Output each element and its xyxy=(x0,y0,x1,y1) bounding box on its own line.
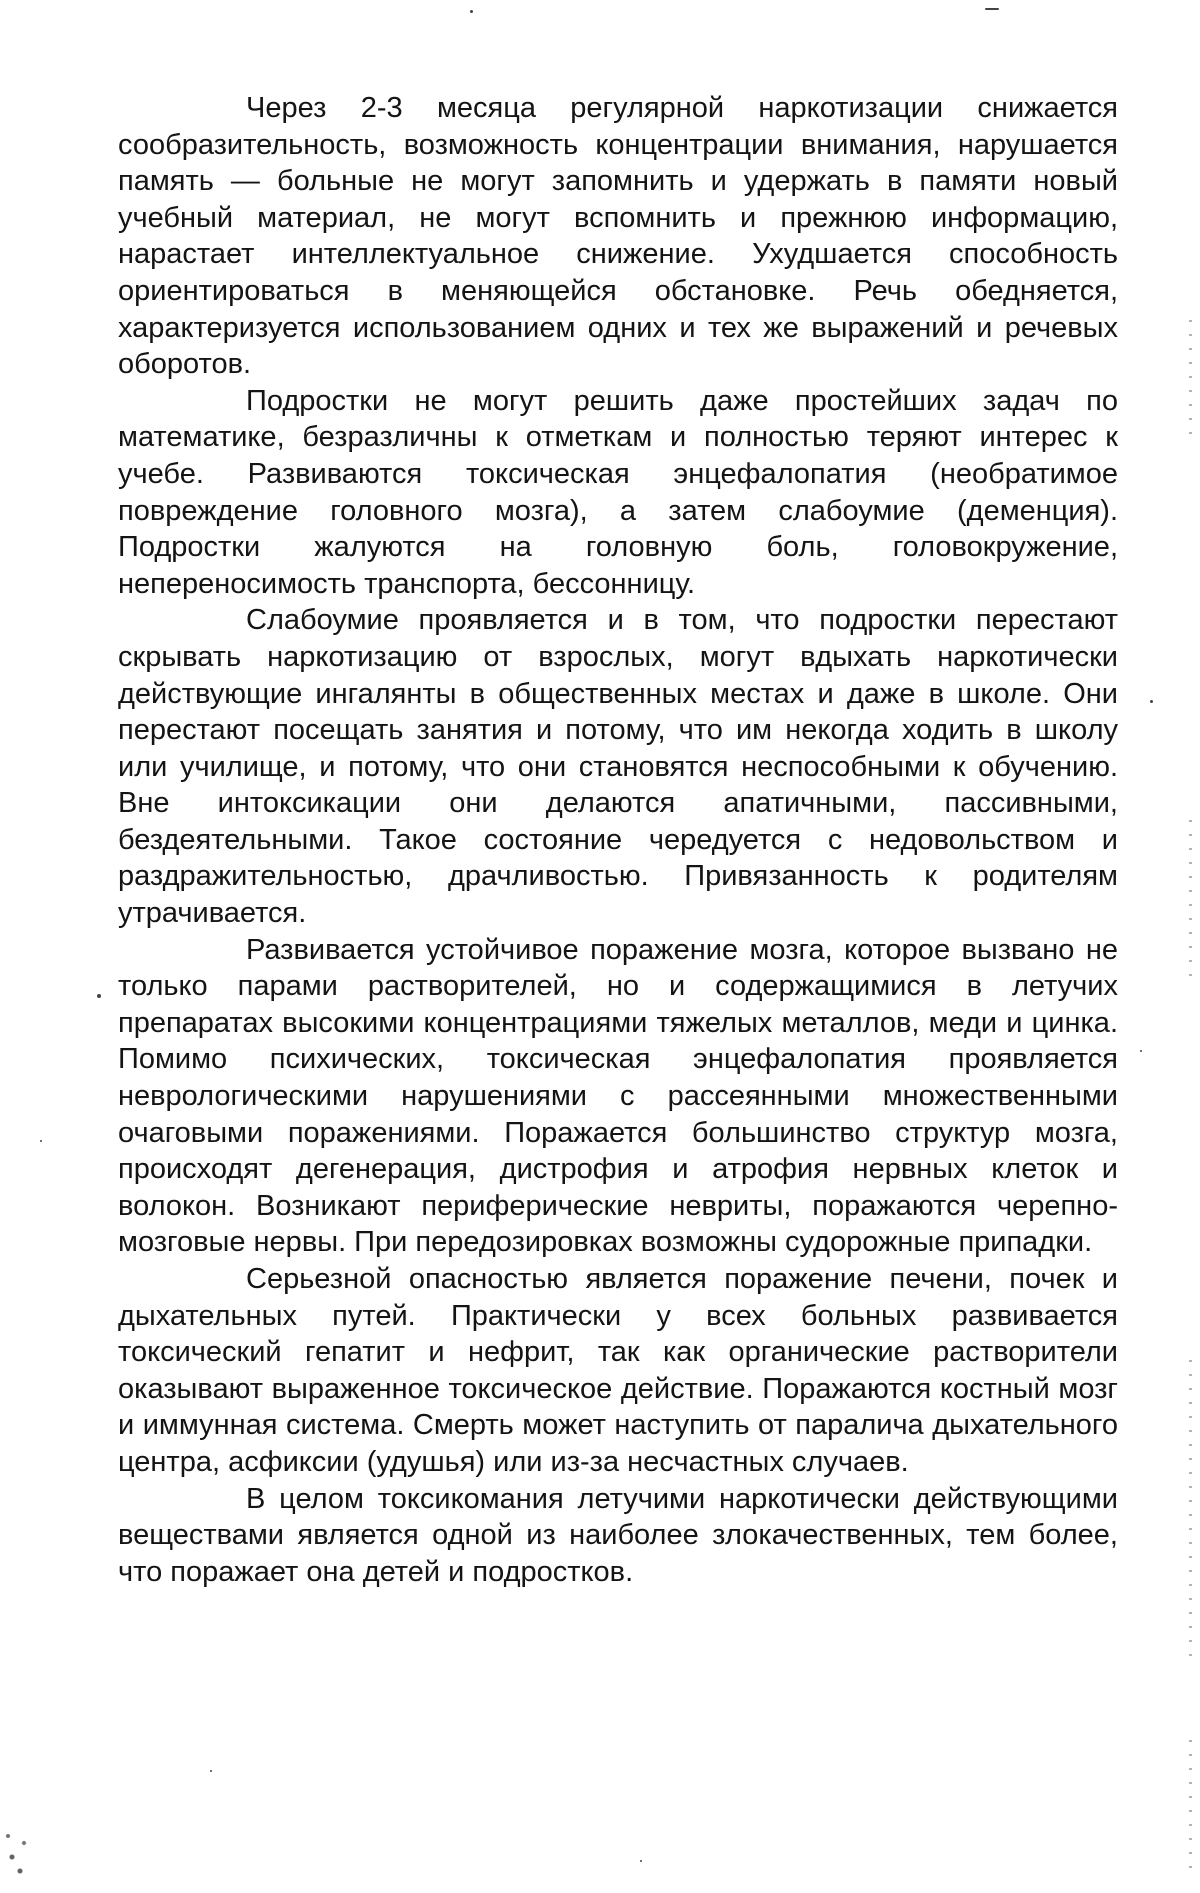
paragraph-1: Через 2-3 месяца регулярной наркотизации снижается сообразительность, возможность концентрации внимания, нарушается память — больные не могут запомнить и удержать в памяти новый учебный материал, не могут вспомнить и прежнюю информацию, нарастает интеллектуальное снижение. Ухудшается способность ориентироваться в меняющейся обстановке. Речь обедняется, характеризуется использованием одних и тех же выражений и речевых оборотов. xyxy=(118,92,1118,381)
paragraph-4: Развивается устойчивое поражение мозга, которое вызвано не только парами растворителей, но и содержащимися в летучих препаратах высокими концентрациями тяжелых металлов, меди и цинка. Помимо психических, токсическая энцефалопатия проявляется неврологическими нарушениями с рассеянными множественными очаговыми поражениями. Поражается большинство структур мозга, происходят дегенерация, дистрофия и атрофия нервных клеток и волокон. Возникают периферические невриты, поражаются черепно-мозговые нервы. При передозировках возможны судорожные припадки. xyxy=(118,933,1118,1259)
scan-edge-noise xyxy=(1189,820,1192,980)
scan-corner-noise xyxy=(0,1815,40,1885)
scan-speck xyxy=(985,8,999,10)
scan-speck xyxy=(1150,700,1153,703)
paragraph-3: Слабоумие проявляется и в том, что подростки перестают скрывать наркотизацию от взрослых, могут вдыхать наркотически действующие ингалянты в общественных местах и даже в школе. Они перестают посещать занятия и потому, что им некогда ходить в школу или училище, и потому, что они становятся неспособными к обучению. Вне интоксикации они делаются апатичными, пассивными, бездеятельными. Такое состояние чередуется с недовольством и раздражительностью, драчливостью. Привязанность к родителям утрачивается. xyxy=(118,604,1118,930)
scan-speck xyxy=(470,10,473,13)
scan-edge-noise xyxy=(1189,1360,1192,1660)
scan-speck xyxy=(1140,1050,1142,1052)
scan-speck xyxy=(97,994,101,998)
body-text xyxy=(118,90,1118,1590)
paragraph-2: Подростки не могут решить даже простейших задач по математике, безразличны к отметкам и полностью теряют интерес к учебе. Развиваются токсическая энцефалопатия (необратимое повреждение головного мозга), а затем слабоумие (деменция). Подростки жалуются на головную боль, головокружение, непереносимость транспорта, бессонницу. xyxy=(118,384,1118,600)
scan-speck xyxy=(640,1860,642,1862)
paragraph-6: В целом токсикомания летучими наркотически действующими веществами является одной из наиболее злокачественных, тем более, что поражает она детей и подростков. xyxy=(118,1482,1118,1588)
paragraph-5: Серьезной опасностью является поражение печени, почек и дыхательных путей. Практически у всех больных развивается токсический гепатит и нефрит, так как органические растворители оказывают выраженное токсическое действие. Поражаются костный мозг и иммунная система. Смерть может наступить от паралича дыхательного центра, асфиксии (удушья) или из-за несчастных случаев. xyxy=(118,1263,1118,1478)
scan-speck xyxy=(210,1770,212,1772)
scan-edge-noise xyxy=(1189,320,1192,440)
scan-edge-noise xyxy=(1189,1740,1192,1870)
scan-speck xyxy=(40,1140,42,1142)
